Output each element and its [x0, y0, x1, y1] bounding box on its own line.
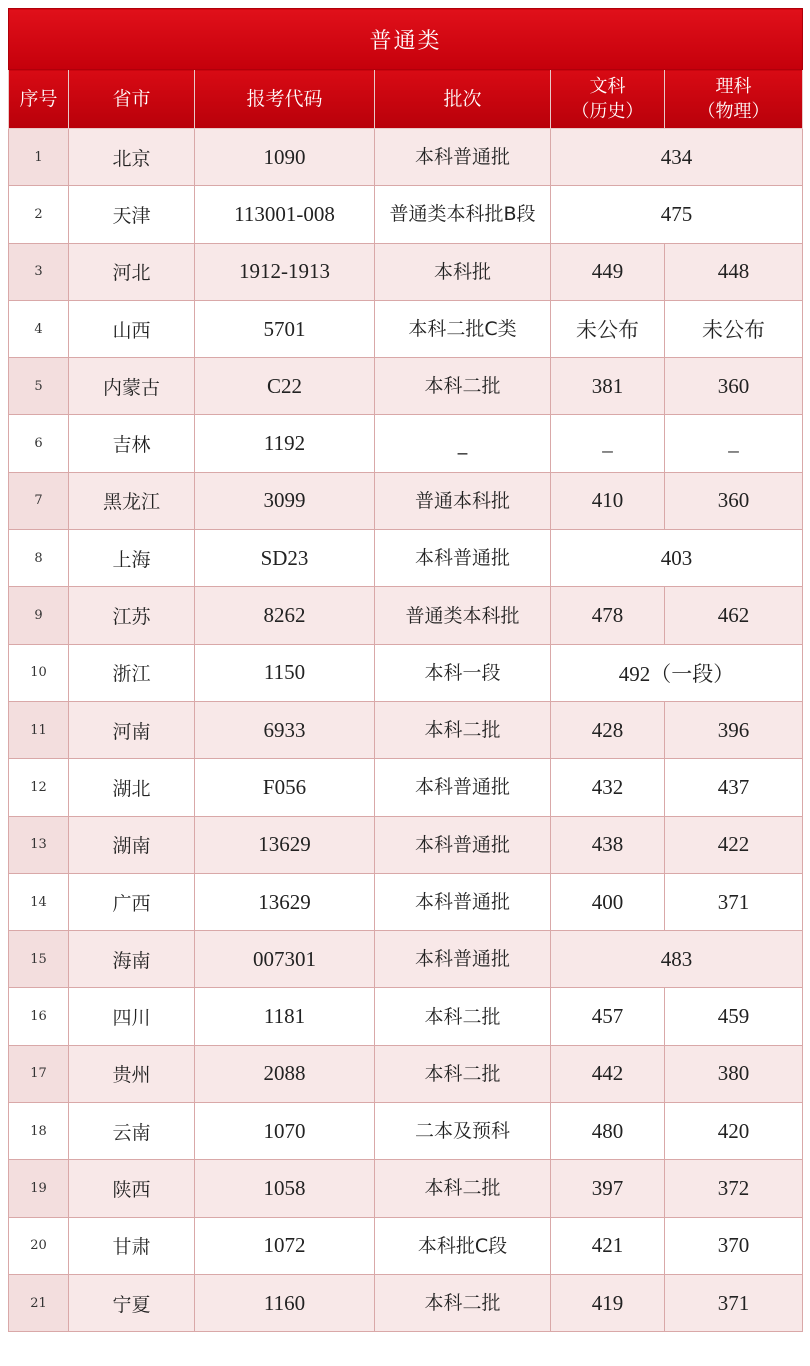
header-row — [9, 70, 803, 129]
row-index: 4 — [9, 300, 69, 357]
row-arts-score: 428 — [551, 701, 665, 758]
row-batch: 本科二批C类 — [375, 300, 551, 357]
row-batch: 二本及预科 — [375, 1103, 551, 1160]
row-index: 20 — [9, 1217, 69, 1274]
row-code: 13629 — [195, 873, 375, 930]
row-science-score: 396 — [665, 701, 803, 758]
row-arts-score: 480 — [551, 1103, 665, 1160]
row-index: 21 — [9, 1274, 69, 1331]
table-row — [9, 1274, 803, 1331]
header-index: 序号 — [9, 70, 69, 129]
row-science-score: 360 — [665, 358, 803, 415]
row-index: 8 — [9, 530, 69, 587]
table-row — [9, 931, 803, 988]
row-code: 113001-008 — [195, 186, 375, 243]
row-index: 3 — [9, 243, 69, 300]
row-code: 2088 — [195, 1045, 375, 1102]
row-province: 湖北 — [69, 759, 195, 816]
row-science-score: 422 — [665, 816, 803, 873]
row-merged-score: 434 — [551, 129, 803, 186]
row-province: 陕西 — [69, 1160, 195, 1217]
row-province: 上海 — [69, 530, 195, 587]
row-science-score: 380 — [665, 1045, 803, 1102]
row-batch: 本科普通批 — [375, 816, 551, 873]
row-code: 1058 — [195, 1160, 375, 1217]
row-province: 贵州 — [69, 1045, 195, 1102]
row-arts-score: 438 — [551, 816, 665, 873]
table-row — [9, 988, 803, 1045]
row-province: 黑龙江 — [69, 472, 195, 529]
row-science-score: 459 — [665, 988, 803, 1045]
row-code: 1090 — [195, 129, 375, 186]
row-index: 14 — [9, 873, 69, 930]
row-code: SD23 — [195, 530, 375, 587]
table-title-row — [9, 9, 803, 70]
header-arts-line1: 文科 — [589, 76, 626, 97]
row-province: 海南 — [69, 931, 195, 988]
row-index: 19 — [9, 1160, 69, 1217]
row-code: 1160 — [195, 1274, 375, 1331]
header-code: 报考代码 — [195, 70, 375, 129]
table-title: 普通类 — [9, 9, 803, 70]
row-index: 6 — [9, 415, 69, 472]
row-merged-score: 403 — [551, 530, 803, 587]
row-science-score: 462 — [665, 587, 803, 644]
row-code: 007301 — [195, 931, 375, 988]
row-province: 四川 — [69, 988, 195, 1045]
row-batch: 本科二批 — [375, 358, 551, 415]
row-index: 16 — [9, 988, 69, 1045]
row-science-score: _ — [665, 415, 803, 472]
row-province: 宁夏 — [69, 1274, 195, 1331]
row-index: 13 — [9, 816, 69, 873]
table-row — [9, 644, 803, 701]
row-batch: 本科二批 — [375, 1045, 551, 1102]
row-batch: 普通类本科批B段 — [375, 186, 551, 243]
table-row — [9, 129, 803, 186]
row-batch: 本科二批 — [375, 1160, 551, 1217]
table-row — [9, 1103, 803, 1160]
row-province: 吉林 — [69, 415, 195, 472]
row-arts-score: 410 — [551, 472, 665, 529]
table-row — [9, 415, 803, 472]
table-row — [9, 243, 803, 300]
row-index: 12 — [9, 759, 69, 816]
table-row — [9, 1217, 803, 1274]
row-batch: 本科二批 — [375, 988, 551, 1045]
row-arts-score: 419 — [551, 1274, 665, 1331]
row-index: 18 — [9, 1103, 69, 1160]
row-index: 5 — [9, 358, 69, 415]
row-index: 10 — [9, 644, 69, 701]
row-merged-score: 483 — [551, 931, 803, 988]
row-batch: 普通类本科批 — [375, 587, 551, 644]
row-province: 湖南 — [69, 816, 195, 873]
header-batch: 批次 — [375, 70, 551, 129]
row-science-score: 370 — [665, 1217, 803, 1274]
row-province: 天津 — [69, 186, 195, 243]
row-merged-score: 492（一段） — [551, 644, 803, 701]
row-science-score: 372 — [665, 1160, 803, 1217]
row-batch: 本科普通批 — [375, 530, 551, 587]
header-science-line1: 理科 — [715, 76, 752, 97]
row-batch: 本科批C段 — [375, 1217, 551, 1274]
row-code: 1912-1913 — [195, 243, 375, 300]
row-batch: 本科二批 — [375, 701, 551, 758]
row-index: 1 — [9, 129, 69, 186]
row-province: 北京 — [69, 129, 195, 186]
row-code: C22 — [195, 358, 375, 415]
row-code: 1072 — [195, 1217, 375, 1274]
table-row — [9, 587, 803, 644]
row-arts-score: 449 — [551, 243, 665, 300]
row-province: 浙江 — [69, 644, 195, 701]
row-province: 河北 — [69, 243, 195, 300]
row-arts-score: 397 — [551, 1160, 665, 1217]
row-province: 甘肃 — [69, 1217, 195, 1274]
score-table-container — [8, 8, 802, 1332]
row-code: 6933 — [195, 701, 375, 758]
row-code: 5701 — [195, 300, 375, 357]
row-science-score: 未公布 — [665, 300, 803, 357]
row-science-score: 371 — [665, 873, 803, 930]
header-science-line2: （物理） — [697, 101, 770, 122]
row-science-score: 420 — [665, 1103, 803, 1160]
row-arts-score: 457 — [551, 988, 665, 1045]
row-arts-score: 478 — [551, 587, 665, 644]
row-province: 内蒙古 — [69, 358, 195, 415]
table-body — [9, 129, 803, 1332]
row-code: F056 — [195, 759, 375, 816]
row-arts-score: 400 — [551, 873, 665, 930]
row-arts-score: 381 — [551, 358, 665, 415]
table-row — [9, 530, 803, 587]
header-science — [665, 70, 803, 129]
table-row — [9, 186, 803, 243]
row-index: 9 — [9, 587, 69, 644]
table-row — [9, 358, 803, 415]
row-index: 7 — [9, 472, 69, 529]
row-arts-score: 421 — [551, 1217, 665, 1274]
row-arts-score: 442 — [551, 1045, 665, 1102]
row-science-score: 437 — [665, 759, 803, 816]
row-arts-score: 未公布 — [551, 300, 665, 357]
row-code: 1150 — [195, 644, 375, 701]
table-row — [9, 873, 803, 930]
table-row — [9, 300, 803, 357]
row-index: 15 — [9, 931, 69, 988]
row-code: 1181 — [195, 988, 375, 1045]
row-batch: 本科普通批 — [375, 873, 551, 930]
row-batch: 本科普通批 — [375, 129, 551, 186]
header-arts — [551, 70, 665, 129]
row-code: 13629 — [195, 816, 375, 873]
row-batch: 本科普通批 — [375, 759, 551, 816]
row-province: 广西 — [69, 873, 195, 930]
table-row — [9, 1045, 803, 1102]
table-row — [9, 472, 803, 529]
header-arts-line2: （历史） — [571, 101, 644, 122]
row-province: 云南 — [69, 1103, 195, 1160]
row-province: 山西 — [69, 300, 195, 357]
row-batch: 本科普通批 — [375, 931, 551, 988]
table-row — [9, 816, 803, 873]
table-row — [9, 1160, 803, 1217]
row-code: 8262 — [195, 587, 375, 644]
row-province: 河南 — [69, 701, 195, 758]
row-province: 江苏 — [69, 587, 195, 644]
score-table — [8, 8, 803, 1332]
row-batch: 本科二批 — [375, 1274, 551, 1331]
row-batch: _ — [375, 415, 551, 472]
row-code: 1192 — [195, 415, 375, 472]
row-index: 11 — [9, 701, 69, 758]
row-merged-score: 475 — [551, 186, 803, 243]
table-row — [9, 759, 803, 816]
row-science-score: 448 — [665, 243, 803, 300]
row-arts-score: _ — [551, 415, 665, 472]
row-arts-score: 432 — [551, 759, 665, 816]
row-batch: 普通本科批 — [375, 472, 551, 529]
row-science-score: 371 — [665, 1274, 803, 1331]
header-province: 省市 — [69, 70, 195, 129]
row-code: 3099 — [195, 472, 375, 529]
row-batch: 本科一段 — [375, 644, 551, 701]
row-batch: 本科批 — [375, 243, 551, 300]
row-index: 17 — [9, 1045, 69, 1102]
row-code: 1070 — [195, 1103, 375, 1160]
row-index: 2 — [9, 186, 69, 243]
table-row — [9, 701, 803, 758]
row-science-score: 360 — [665, 472, 803, 529]
